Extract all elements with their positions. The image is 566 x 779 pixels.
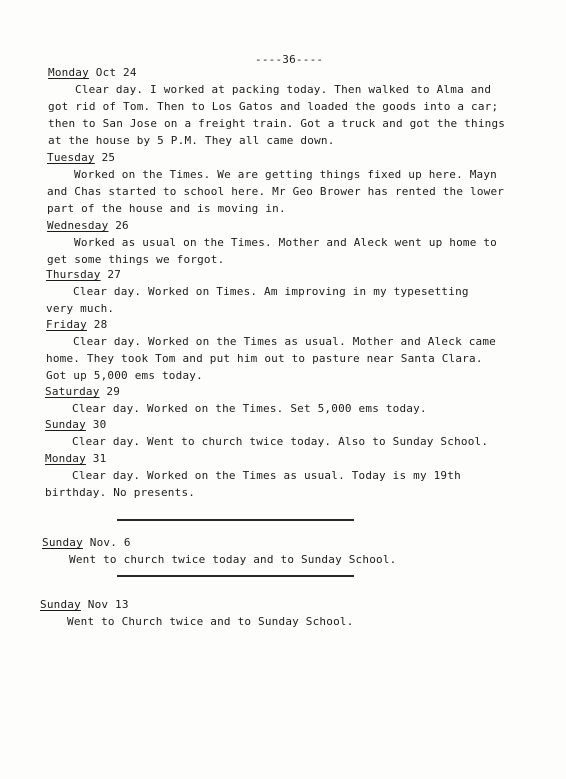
- entry-date: 25: [101, 151, 116, 164]
- page-number: ----36----: [255, 53, 324, 66]
- entry-heading: [47, 149, 504, 166]
- diary-entry: [42, 534, 396, 568]
- entry-line: part of the house and is moving in.: [47, 202, 286, 215]
- entry-line: Clear day. Worked on the Times as usual. Mother and Aleck came: [73, 335, 496, 348]
- entry-day: Sunday: [40, 598, 81, 611]
- entry-line: Worked on the Times. We are getting things fixed up here. Mayn: [74, 168, 497, 181]
- section-divider: [117, 575, 354, 577]
- diary-entry: [45, 416, 488, 450]
- entry-date: 29: [106, 385, 121, 398]
- entry-line: very much.: [46, 302, 115, 315]
- entry-line: Went to church twice today and to Sunday School.: [69, 553, 397, 566]
- entry-heading: [47, 217, 497, 234]
- diary-entry: [46, 316, 496, 384]
- entry-heading: [45, 450, 461, 467]
- entry-line: Clear day. I worked at packing today. Then walked to Alma and: [75, 83, 492, 96]
- entry-line: Clear day. Worked on the Times as usual. Today is my 19th: [72, 469, 461, 482]
- entry-line: get some things we forgot.: [47, 253, 225, 266]
- entry-day: Friday: [46, 318, 87, 331]
- entry-line: Worked as usual on the Times. Mother and Aleck went up home to: [74, 236, 497, 249]
- entry-day: Sunday: [45, 418, 86, 431]
- entry-line: Got up 5,000 ems today.: [46, 369, 203, 382]
- entry-date: 31: [92, 452, 107, 465]
- entry-day: Thursday: [46, 268, 101, 281]
- diary-entry: [47, 217, 497, 268]
- diary-entry: [46, 266, 469, 317]
- entry-date: 26: [115, 219, 129, 232]
- diary-entry: [47, 149, 504, 217]
- entry-line: home. They took Tom and put him out to pasture near Santa Clara.: [46, 352, 483, 365]
- entry-line: Clear day. Worked on Times. Am improving in my typesetting: [73, 285, 469, 298]
- entry-date: 27: [107, 268, 122, 281]
- entry-date: 28: [93, 318, 108, 331]
- entry-line: and Chas started to school here. Mr Geo Brower has rented the lower: [47, 185, 505, 198]
- entry-day: Tuesday: [47, 151, 95, 164]
- entry-heading: [46, 266, 469, 283]
- section-divider: [117, 519, 354, 521]
- entry-line: at the house by 5 P.M. They all came down.: [48, 134, 335, 147]
- entry-line: then to San Jose on a freight train. Got a truck and got the things: [48, 117, 506, 130]
- entry-heading: [42, 534, 396, 551]
- entry-date: 30: [92, 418, 107, 431]
- diary-entry: [48, 64, 505, 149]
- diary-entry: [45, 450, 461, 501]
- entry-day: Monday: [45, 452, 86, 465]
- entry-heading: [40, 596, 354, 613]
- entry-date: Nov 13: [87, 598, 129, 611]
- entry-line: Clear day. Worked on the Times. Set 5,000 ems today.: [72, 402, 427, 415]
- entry-line: Went to Church twice and to Sunday School.: [67, 615, 354, 628]
- entry-date: Nov. 6: [89, 536, 131, 549]
- entry-line: got rid of Tom. Then to Los Gatos and loaded the goods into a car;: [48, 100, 499, 113]
- entry-line: Clear day. Went to church twice today. Also to Sunday School.: [72, 435, 489, 448]
- entry-line: birthday. No presents.: [45, 486, 196, 499]
- diary-entry: [45, 383, 427, 417]
- entry-heading: [45, 383, 427, 400]
- entry-heading: [46, 316, 496, 333]
- entry-day: Saturday: [45, 385, 100, 398]
- entry-day: Wednesday: [47, 219, 109, 232]
- entry-date: Oct 24: [95, 66, 137, 79]
- entry-day: Monday: [48, 66, 89, 79]
- diary-entry: [40, 596, 354, 630]
- entry-heading: [48, 64, 505, 81]
- entry-day: Sunday: [42, 536, 83, 549]
- entry-heading: [45, 416, 488, 433]
